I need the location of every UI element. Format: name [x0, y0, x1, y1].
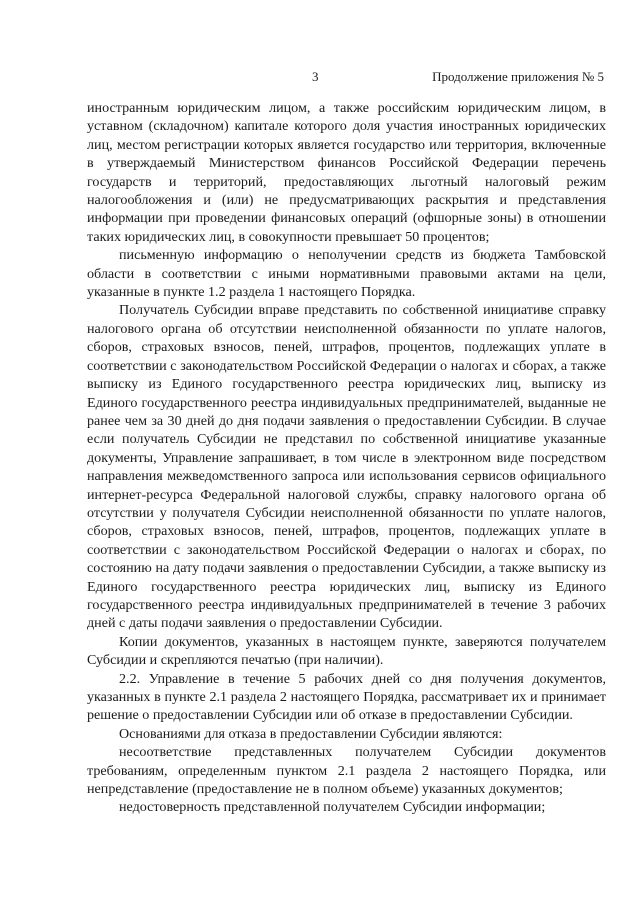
- paragraph: Основаниями для отказа в предоставлении Субсидии являются:: [119, 725, 503, 742]
- paragraph: Копии документов, указанных в настоящем пункте, заверяются получателем Субсидии и скрепляются печатью (при наличии).: [87, 633, 606, 669]
- appendix-continuation-header: Продолжение приложения № 5: [432, 69, 604, 84]
- paragraph: иностранным юридическим лицом, а также российским юридическим лицом, в уставном (складочном) капитале которого доля участия иностранных юридических лиц, местом регистрации которых является государство или территория, включенные в утверждаемый Министерством финансов Российской Федерации перечень государств и территорий, предоставляющих льготный налоговый режим налогообложения и (или) не предусматривающих раскрытия и представления информации при проведении финансовых операций (офшорные зоны) в отношении таких юридических лиц, в совокупности превышает 50 процентов;: [87, 100, 606, 245]
- page-number: 3: [312, 69, 319, 84]
- paragraph: недостоверность представленной получателем Субсидии информации;: [119, 799, 546, 816]
- paragraph: Получатель Субсидии вправе представить по собственной инициативе справку налогового органа об отсутствии неисполненной обязанности по уплате налогов, сборов, страховых взносов, пеней, штрафов, процентов, подлежащих уплате в соответствии с законодательством Российской Федерации о налогах и сборах, а также выписку из Единого государственного реестра юридических лиц, выписку из Единого государственного реестра индивидуальных предпринимателей, выданные не ранее чем за 30 дней до дня подачи заявления о предоставлении Субсидии. В случае если получатель Субсидии не представил по собственной инициативе указанные документы, Управление запрашивает, в том числе в электронном виде посредством направления межведомственного запроса или использования сервисов официального интернет-ресурса Федеральной налоговой службы, справку налогового органа об отсутствии у получателя Субсидии неисполненной обязанности по уплате налогов, сборов, страховых взносов, пеней, штрафов, процентов, подлежащих уплате в соответствии с законодательством Российской Федерации о налогах и сборах, по состоянию на дату подачи заявления о предоставлении Субсидии, а также выписку из Единого государственного реестра юридических лиц, выписку из Единого государственного реестра индивидуальных предпринимателей в течение 3 рабочих дней с даты подачи заявления о предоставлении Субсидии.: [87, 302, 606, 632]
- document-body: [87, 99, 606, 817]
- paragraph: 2.2. Управление в течение 5 рабочих дней со дня получения документов, указанных в пункте 2.1 раздела 2 настоящего Порядка, рассматривает их и принимает решение о предоставлении Субсидии или об отказе в предоставлении Субсидии.: [87, 670, 606, 724]
- paragraph: письменную информацию о неполучении средств из бюджета Тамбовской области в соответствии с иными нормативными правовыми актами на цели, указанные в пункте 1.2 раздела 1 настоящего Порядка.: [87, 247, 606, 301]
- paragraph: несоответствие представленных получателем Субсидии документов требованиям, определенным пунктом 2.1 раздела 2 настоящего Порядка, или непредставление (предоставление не в полном объеме) указанных документов;: [87, 744, 606, 798]
